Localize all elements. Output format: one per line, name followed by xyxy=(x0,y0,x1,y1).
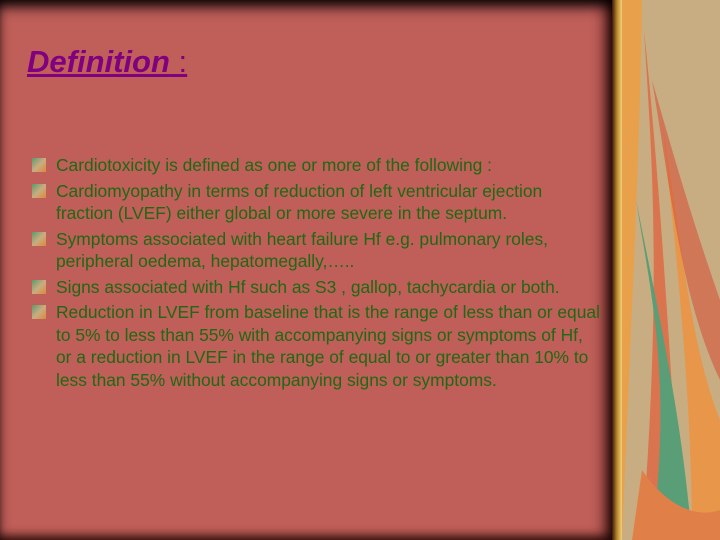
bullet-list xyxy=(32,154,602,394)
list-item xyxy=(32,276,602,299)
bullet-icon xyxy=(32,232,46,246)
bullet-text: Signs associated with Hf such as S3 , gallop, tachycardia or both. xyxy=(56,276,560,297)
bullet-icon xyxy=(32,280,46,294)
bullet-text: Symptoms associated with heart failure Hf e.g. pulmonary roles, peripheral oedema, hepatomegally,….. xyxy=(56,228,548,271)
bullet-icon xyxy=(32,158,46,172)
gold-divider xyxy=(612,0,622,540)
list-item xyxy=(32,180,602,225)
bullet-icon xyxy=(32,184,46,198)
list-item xyxy=(32,154,602,177)
bullet-icon xyxy=(32,305,46,319)
bullet-text: Cardiomyopathy in terms of reduction of left ventricular ejection fraction (LVEF) either global or more severe in the septum. xyxy=(56,180,543,223)
slide-title xyxy=(27,44,187,80)
bullet-text: Reduction in LVEF from baseline that is the range of less than or equal to 5% to less than 55% with accompanying signs or symptoms of Hf, or a reduction in LVEF in the range of equal to or greater than 10% to less than 55% without accompanying signs or symptoms. xyxy=(56,302,600,390)
title-colon: : xyxy=(178,44,188,79)
decorative-drape-image xyxy=(622,0,720,540)
decorative-panel xyxy=(622,0,720,540)
list-item xyxy=(32,228,602,273)
title-text: Definition xyxy=(27,44,170,79)
list-item xyxy=(32,301,602,391)
bullet-text: Cardiotoxicity is defined as one or more of the following : xyxy=(56,155,492,175)
